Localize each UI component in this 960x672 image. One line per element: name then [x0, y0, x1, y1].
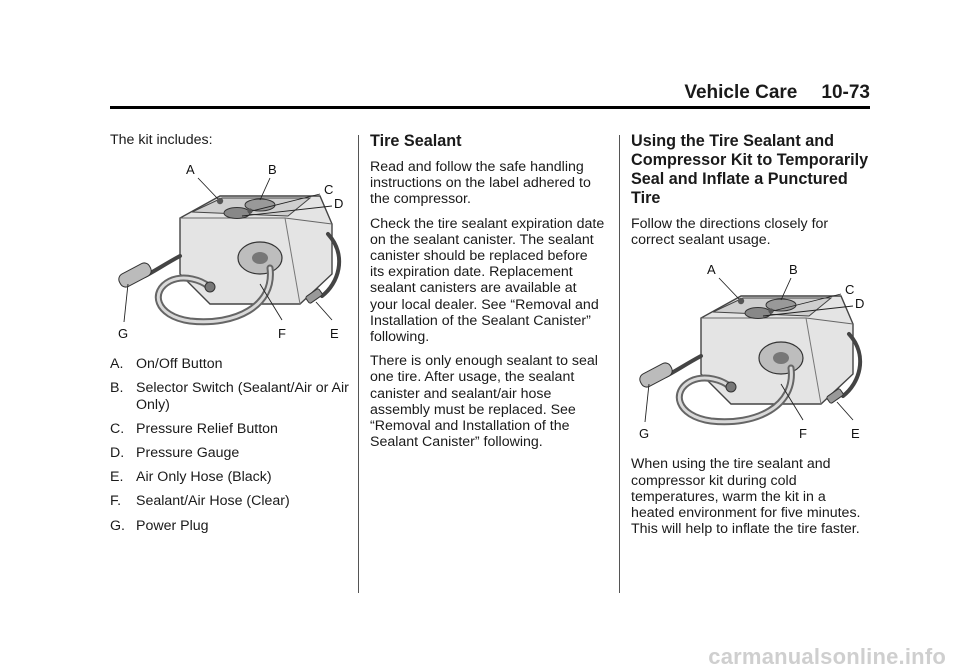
directions-paragraph: Follow the directions closely for correct sealant usage. — [631, 216, 829, 249]
list-item: F. Sealant/Air Hose (Clear) — [110, 493, 290, 510]
list-item: G. Power Plug — [110, 517, 209, 534]
figure-label-e: E — [851, 426, 860, 442]
safe-handling-paragraph: Read and follow the safe handling instructions on the label adhered to the compressor. — [370, 159, 591, 208]
cold-temperature-paragraph: When using the tire sealant and compressor kit during cold temperatures, warm the kit in a heated environment for five minutes. This will help to inflate the tire faster. — [631, 456, 861, 538]
figure-label-b: B — [789, 262, 798, 278]
figure-label-f: F — [799, 426, 807, 442]
tire-sealant-heading: Tire Sealant — [370, 132, 462, 150]
list-item: C. Pressure Relief Button — [110, 420, 278, 437]
list-item: E. Air Only Hose (Black) — [110, 469, 272, 486]
list-item: D. Pressure Gauge — [110, 445, 240, 462]
figure-label-e: E — [330, 326, 339, 342]
expiration-paragraph: Check the tire sealant expiration date on the sealant canister. The sealant canister should be replaced before its expiration date. Replacement sealant canisters are available at your local dealer. See “Removal and Installation of the Sealant Canister” following. — [370, 215, 605, 346]
compressor-illustration — [638, 296, 860, 422]
compressor-kit-figure — [110, 156, 350, 346]
figure-label-c: C — [324, 182, 334, 198]
kit-component-list — [110, 356, 350, 534]
page-number: 10-73 — [821, 82, 870, 103]
column-2 — [370, 132, 605, 458]
column-1 — [110, 132, 350, 542]
figure-label-f: F — [278, 326, 286, 342]
figure-label-d: D — [855, 296, 865, 312]
figure-label-g: G — [118, 326, 129, 342]
column-divider-2 — [619, 135, 620, 593]
column-divider-1 — [358, 135, 359, 593]
figure-label-d: D — [334, 196, 344, 212]
section-title: Vehicle Care — [684, 82, 798, 103]
list-item: A. On/Off Button — [110, 356, 223, 373]
figure-label-a: A — [707, 262, 716, 278]
list-item: B. Selector Switch (Sealant/Air or Air Only) — [110, 380, 349, 413]
usage-paragraph: There is only enough sealant to seal one tire. After usage, the sealant canister and sealant/air hose assembly must be replaced. See “Removal and Installation of the Sealant Canister” following. — [370, 353, 598, 451]
figure-label-c: C — [845, 282, 855, 298]
compressor-kit-figure-2 — [631, 256, 871, 446]
procedure-heading: Using the Tire Sealant and Compressor Kit to Temporarily Seal and Inflate a Punctured Tire — [631, 132, 869, 207]
figure-label-a: A — [186, 162, 195, 178]
figure-label-g: G — [639, 426, 650, 442]
watermark: carmanualsonline.info — [708, 644, 946, 669]
compressor-illustration — [117, 196, 339, 322]
header-rule — [110, 106, 870, 109]
figure-label-b: B — [268, 162, 277, 178]
page-header — [110, 82, 870, 104]
kit-intro: The kit includes: — [110, 132, 213, 148]
column-3 — [631, 132, 871, 545]
